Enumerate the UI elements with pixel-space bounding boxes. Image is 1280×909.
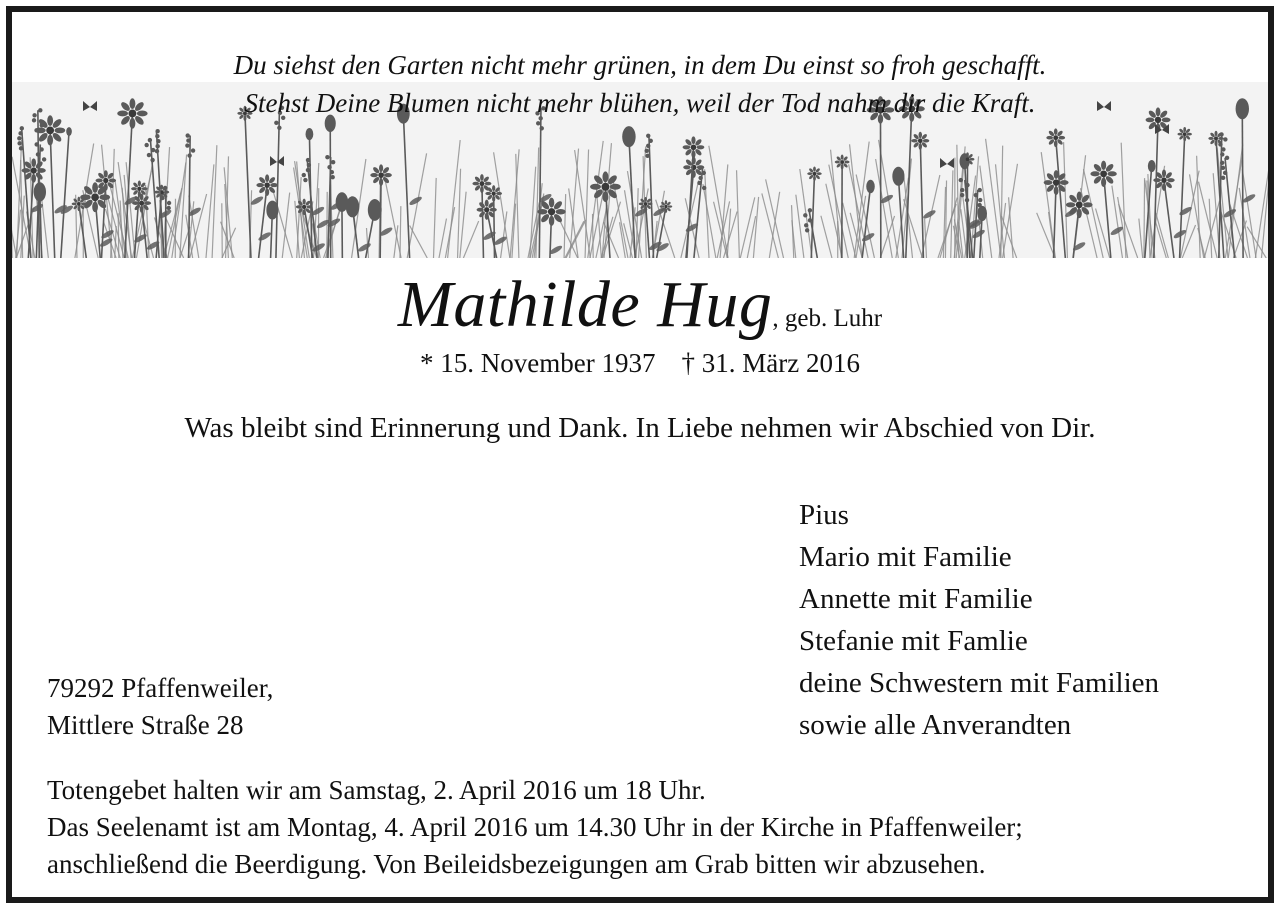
mourner: Pius [799, 499, 849, 531]
mourner: Annette mit Familie [799, 583, 1033, 615]
maiden-name: , geb. Luhr [772, 305, 883, 332]
address-line-2: Mittlere Straße 28 [47, 710, 244, 740]
mourner: deine Schwestern mit Familien [799, 667, 1160, 699]
poem-line-1: Du siehst den Garten nicht mehr grünen, in dem Du einst so froh geschafft. [233, 50, 1047, 80]
notice-line-2: Das Seelenamt ist am Montag, 4. April 2016 um 14.30 Uhr in der Kirche in Pfaffenweiler; [47, 812, 1023, 842]
mourner: sowie alle Anverandten [799, 709, 1072, 741]
deceased-name-line [12, 267, 1268, 343]
poem [12, 46, 1268, 122]
farewell-motto: Was bleibt sind Erinnerung und Dank. In Liebe nehmen wir Abschied von Dir. [184, 412, 1096, 444]
poem-line-2: Stehst Deine Blumen nicht mehr blühen, weil der Tod nahm dir die Kraft. [244, 88, 1036, 118]
service-notice [47, 772, 1237, 883]
address-line-1: 79292 Pfaffenweiler, [47, 673, 274, 703]
death-date: † 31. März 2016 [681, 348, 860, 378]
deceased-name: Mathilde Hug [397, 268, 773, 341]
notice-line-1: Totengebet halten wir am Samstag, 2. April 2016 um 18 Uhr. [47, 775, 706, 805]
obituary-card [6, 6, 1274, 903]
notice-line-3: anschließend die Beerdigung. Von Beileidsbezeigungen am Grab bitten wir abzusehen. [47, 849, 986, 879]
life-dates [12, 348, 1268, 379]
mourners-list [799, 494, 1159, 746]
birth-date: * 15. November 1937 [420, 348, 656, 378]
mourner: Mario mit Familie [799, 541, 1012, 573]
family-address [47, 670, 273, 744]
mourner: Stefanie mit Famlie [799, 625, 1028, 657]
